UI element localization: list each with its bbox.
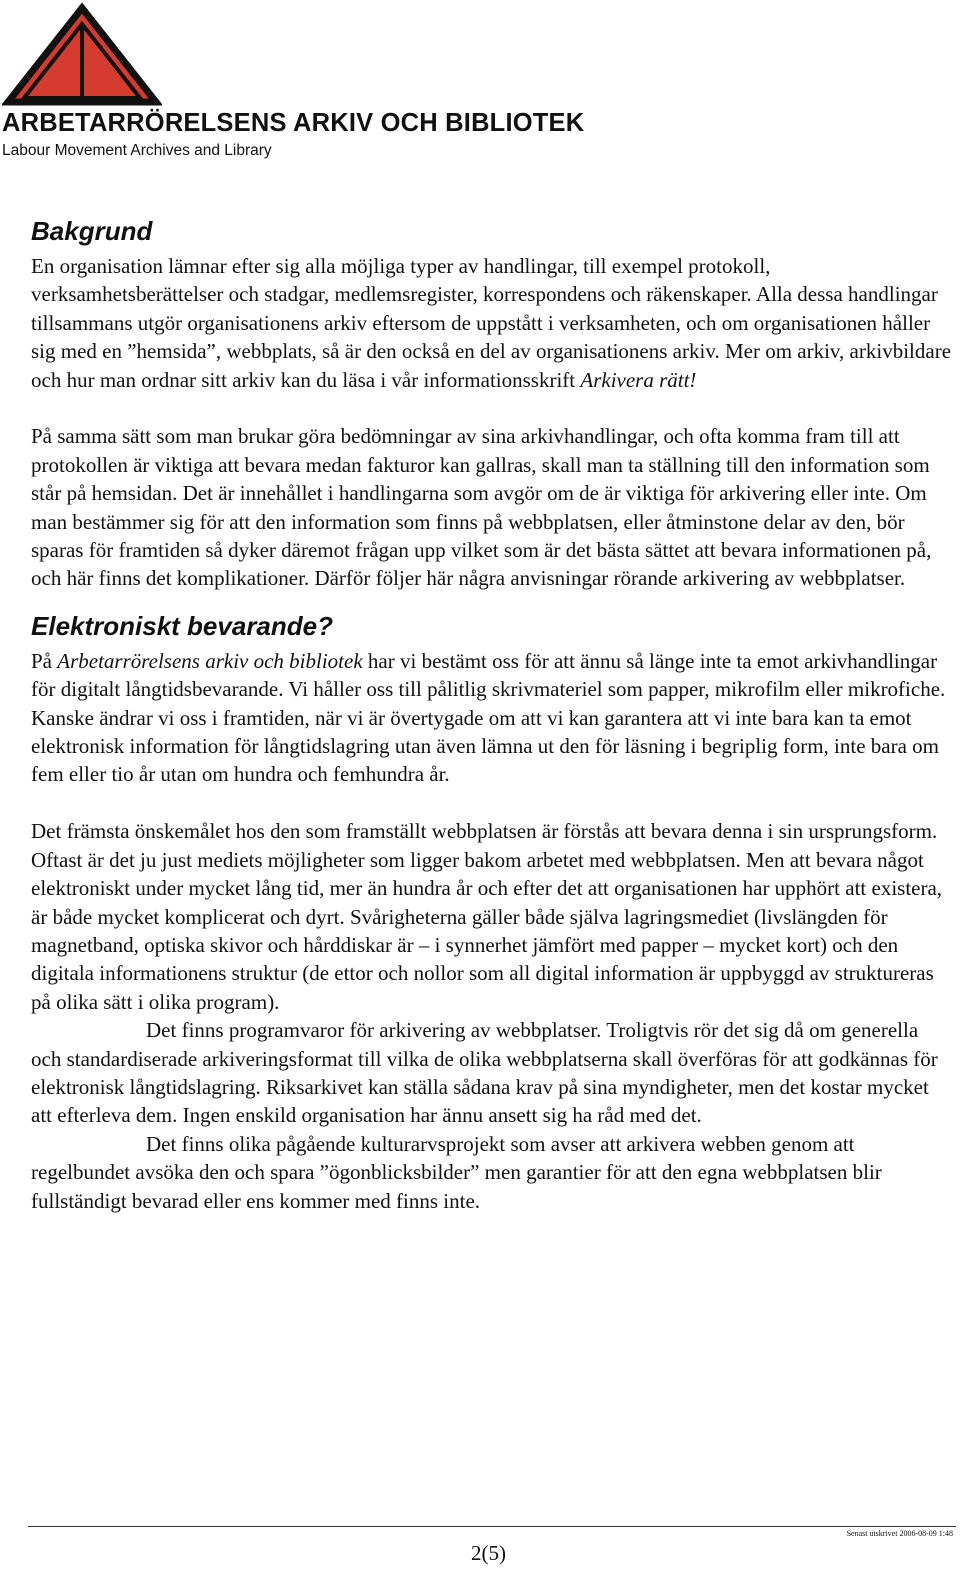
paragraph: Det främsta önskemålet hos den som framställt webbplatsen är förstås att bevara denna i sin ursprungsform. Oftast är det ju just mediets möjligheter som ligger bakom arbetet med webbplatsen. Men att bevara något elektroniskt under mycket lång tid, mer än hundra år och efter det att organisationen har upphört att existera, är både mycket komplicerat och dyrt. Svårigheterna gäller både själva lagringsmediet (livslängden för magnetband, optiska skivor och hårddiskar är – i synnerhet jämfört med papper – mycket kort) och den digitala informationens struktur (de ettor och nollor som all digital information är uppbyggd av struktureras på olika sätt i olika program). <box>31 819 943 1014</box>
footer-printed-date: Senast utskrivet 2006-08-09 1:48 <box>846 1529 953 1538</box>
section-heading-elektroniskt: Elektroniskt bevarande? <box>31 610 333 641</box>
paragraph-text: På <box>31 648 58 673</box>
paragraph <box>31 252 951 394</box>
organization-subtitle: Labour Movement Archives and Library <box>2 142 272 159</box>
paragraph-text: har vi bestämt oss för att ännu så länge inte ta emot arkivhandlingar för digitalt långtidsbevarande. Vi håller oss till pålitlig skrivmateriel som papper, mikrofilm eller mikrofiche. Kanske ändrar vi oss i framtiden, när vi är övertygade om att vi kan garantera att vi inte bara kan ta emot elektronisk information för långtidslagring utan även lämna ut den för läsning i begriplig form, inte bara om fem eller tio år utan om hundra och femhundra år. <box>31 648 946 787</box>
paragraph-text: En organisation lämnar efter sig alla möjliga typer av handlingar, till exempel protokoll, verksamhetsberättelser och stadgar, medlemsregister, korrespondens och räkenskaper. Alla dessa handlingar tillsammans utgör organisationens arkiv eftersom de uppstått i verksamheten, och om organisationen håller sig med en ”hemsida”, webbplats, så är den också en del av organisationens arkiv. Mer om arkiv, arkivbildare och hur man ordnar sitt arkiv kan du läsa i vår informationsskrift <box>31 254 952 392</box>
publication-title: Arkivera rätt! <box>580 367 697 392</box>
section-heading-bakgrund: Bakgrund <box>31 216 153 246</box>
organization-name: ARBETARRÖRELSENS ARKIV OCH BIBLIOTEK <box>2 109 585 137</box>
paragraph: På samma sätt som man brukar göra bedömningar av sina arkivhandlingar, och ofta komma fram till att protokollen är viktiga att bevara medan fakturor kan gallras, skall man ta ställning till den information som står på hemsidan. Det är innehållet i handlingarna som avgör om de är viktiga för arkivering eller inte. Om man bestämmer sig för att den information som finns på webbplatsen, eller åtminstone delar av den, bör sparas för framtiden så dyker däremot frågan upp vilket som är det bästa sättet att bevara informationen på, och här finns det komplikationer. Därför följer här några anvisningar rörande arkivering av webbplatser. <box>31 424 932 591</box>
organization-name-italic: Arbetarrörelsens arkiv och bibliotek <box>57 648 363 673</box>
paragraph: Det finns olika pågående kulturarvsprojekt som avser att arkivera webben genom att regelbundet avsöka den och spara ”ögonblicksbilder” men garantier för att den egna webbplatsen blir fullständigt bevarad eller ens kommer med finns inte. <box>31 1131 882 1213</box>
triangle-logo-icon <box>2 2 162 106</box>
paragraph <box>31 647 951 789</box>
document-body <box>31 214 951 1215</box>
page-number: 2(5) <box>471 1541 506 1565</box>
footer-divider <box>28 1526 956 1527</box>
paragraph: Det finns programvaror för arkivering av webbplatser. Troligtvis rör det sig då om generella och standardiserade arkiveringsformat till vilka de olika webbplatserna skall överföras för att godkännas för elektronisk långtidslagring. Riksarkivet kan ställa sådana krav på sina myndigheter, men det kostar mycket att efterleva dem. Ingen enskild organisation har ännu ansett sig ha råd med det. <box>31 1018 938 1128</box>
